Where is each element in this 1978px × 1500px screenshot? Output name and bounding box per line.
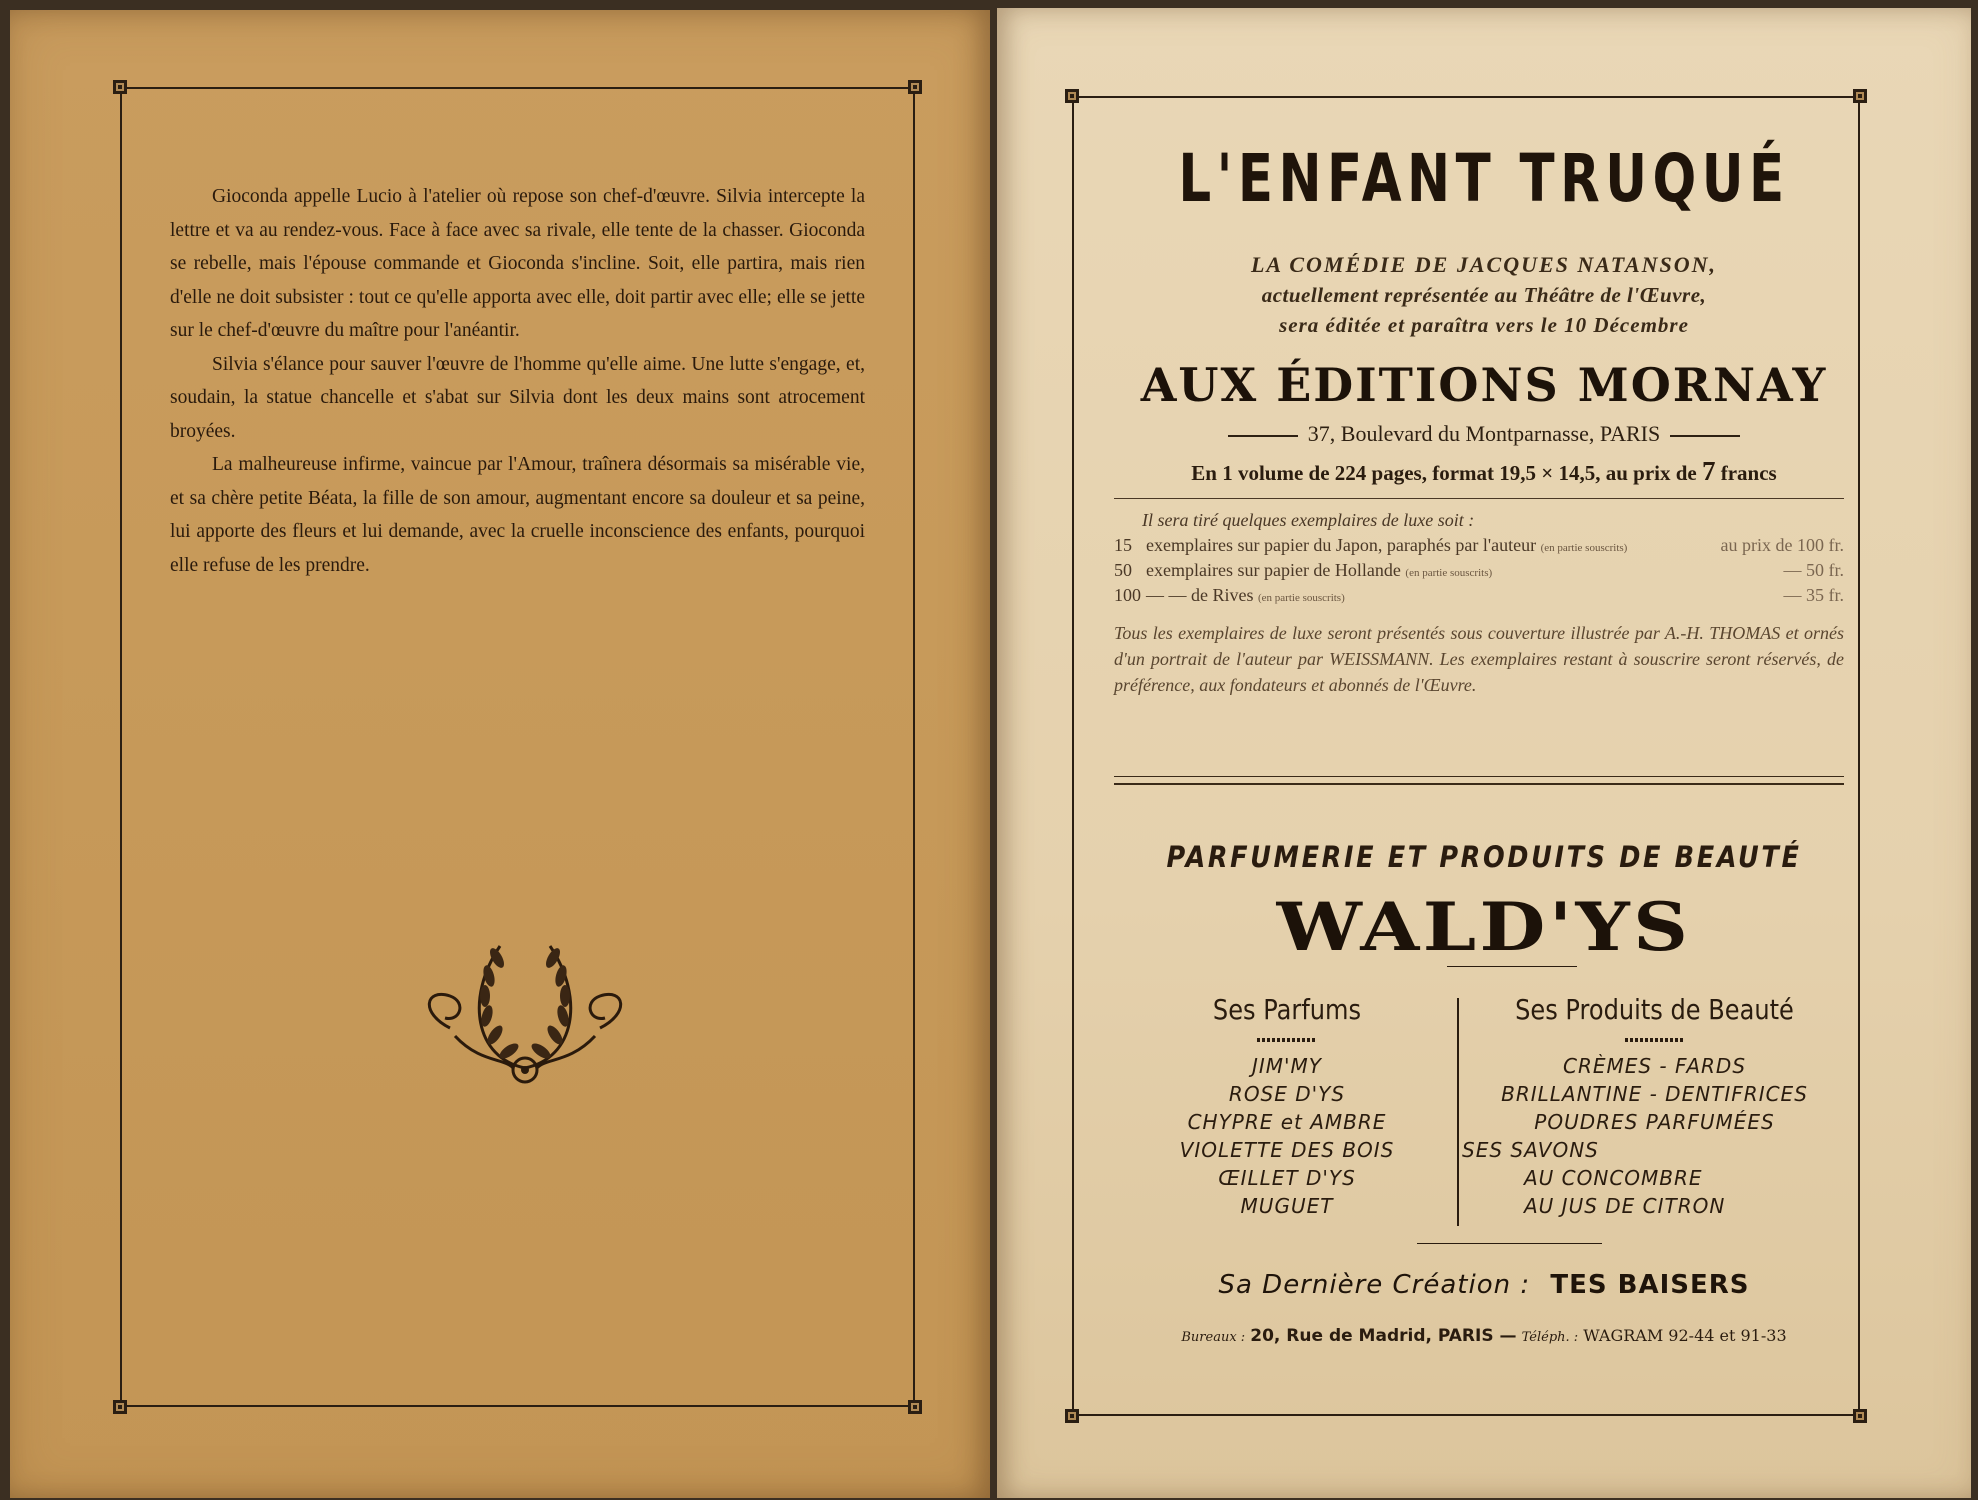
corner-ornament (908, 80, 922, 94)
synopsis-paragraph: Silvia s'élance pour sauver l'œuvre de l'homme qu'elle aime. Une lutte s'engage, et, soudain, la statue chancelle et s'abat sur Silvia dont les deux mains sont atrocement broyées. (170, 353, 865, 442)
divider (1417, 1243, 1602, 1244)
corner-ornament (1065, 1409, 1079, 1423)
perfume-item: VIOLETTE DES BOIS (1179, 1138, 1395, 1162)
perfume-item: ROSE D'YS (1228, 1082, 1346, 1106)
perfume-item: MUGUET (1240, 1194, 1334, 1218)
book-title: L'ENFANT TRUQUÉ (1178, 140, 1790, 217)
corner-ornament (113, 1400, 127, 1414)
ornament-rule (1625, 1038, 1685, 1042)
latest-creation: Sa Dernière Création : TES BAISERS (1218, 1270, 1750, 1300)
ornament-rule (1257, 1038, 1317, 1042)
luxe-intro: Il sera tiré quelques exemplaires de luxe soit : (1142, 510, 1475, 530)
luxe-row: 15 exemplaires sur papier du Japon, paraphés par l'auteur (en partie souscrits) au prix de 100 fr. (1114, 535, 1844, 555)
corner-ornament (908, 1400, 922, 1414)
perfume-item: ŒILLET D'YS (1218, 1166, 1356, 1190)
perfumes-column (1137, 993, 1437, 1220)
product-item: CRÈMES - FARDS (1562, 1054, 1747, 1078)
column-divider (1457, 998, 1459, 1226)
book-subtitle: LA COMÉDIE DE JACQUES NATANSON, (1250, 252, 1718, 277)
divider (1447, 966, 1577, 967)
corner-ornament (1065, 89, 1079, 103)
product-item: SES SAVONS (1462, 1138, 1599, 1162)
book-subtitle: sera éditée et paraîtra vers le 10 Décembre (1279, 313, 1689, 337)
divider (1114, 776, 1844, 777)
product-item: BRILLANTINE - DENTIFRICES (1501, 1082, 1808, 1106)
synopsis-paragraph: La malheureuse infirme, vaincue par l'Amour, traînera désormais sa misérable vie, et sa chère petite Béata, la fille de son amour, augmentant encore sa douleur et sa peine, lui apporte des fleurs et lui demande, avec la cruelle inconscience des enfants, pourquoi elle refuse de les prendre. (170, 454, 865, 576)
beauty-products-column (1462, 993, 1847, 1220)
right-page (997, 8, 1971, 1498)
luxe-description: Tous les exemplaires de luxe seront présentés sous couverture illustrée par A.-H. THOMAS et ornés d'un portrait de l'auteur par WEISSMANN. Les exemplaires restant à souscrire seront réservés, de préférence, aux fondateurs et abonnés de l'Œuvre. (1114, 623, 1844, 695)
divider (1114, 783, 1844, 785)
left-page (10, 10, 990, 1498)
corner-ornament (113, 80, 127, 94)
product-item: AU JUS DE CITRON (1524, 1194, 1726, 1218)
brand-name: WALD'YS (1276, 888, 1692, 966)
volume-info: En 1 volume de 224 pages, format 19,5 × 14,5, au prix de 7 francs (1191, 456, 1777, 486)
perfume-heading: PARFUMERIE ET PRODUITS DE BEAUTÉ (1166, 840, 1802, 874)
divider (1114, 498, 1844, 499)
luxe-row: 50 exemplaires sur papier de Hollande (en partie souscrits) — 50 fr. (1114, 560, 1844, 580)
office-address: Bureaux : 20, Rue de Madrid, PARIS — Téléph. : WAGRAM 92-44 et 91-33 (1181, 1326, 1787, 1346)
luxe-row: 100 — — de Rives (en partie souscrits) — 35 fr. (1114, 585, 1844, 605)
corner-ornament (1853, 1409, 1867, 1423)
column-heading: Ses Parfums (1212, 993, 1362, 1026)
corner-ornament (1853, 89, 1867, 103)
synopsis-text (170, 180, 865, 582)
synopsis-paragraph: Gioconda appelle Lucio à l'atelier où repose son chef-d'œuvre. Silvia intercepte la lettre et va au rendez-vous. Face à face avec sa rivale, elle tente de la chasser. Gioconda se rebelle, mais l'épouse commande et Gioconda s'incline. Soit, elle partira, mais rien d'elle ne doit subsister : tout ce qu'elle apporta avec elle, doit partir avec elle; elle se jette sur le chef-d'œuvre du maître pour l'anéantir. (170, 186, 865, 341)
publisher-name: AUX ÉDITIONS MORNAY (1140, 358, 1828, 412)
luxe-editions (1114, 510, 1844, 698)
column-heading: Ses Produits de Beauté (1515, 993, 1794, 1026)
publisher-address: 37, Boulevard du Montparnasse, PARIS (997, 421, 1971, 447)
book-subtitle: actuellement représentée au Théâtre de l'Œuvre, (1261, 283, 1707, 307)
perfume-item: JIM'MY (1251, 1054, 1323, 1078)
product-item: POUDRES PARFUMÉES (1534, 1110, 1775, 1134)
product-item: AU CONCOMBRE (1524, 1166, 1703, 1190)
perfume-item: CHYPRE et AMBRE (1187, 1110, 1387, 1134)
wreath-ornament-icon (405, 918, 645, 1093)
